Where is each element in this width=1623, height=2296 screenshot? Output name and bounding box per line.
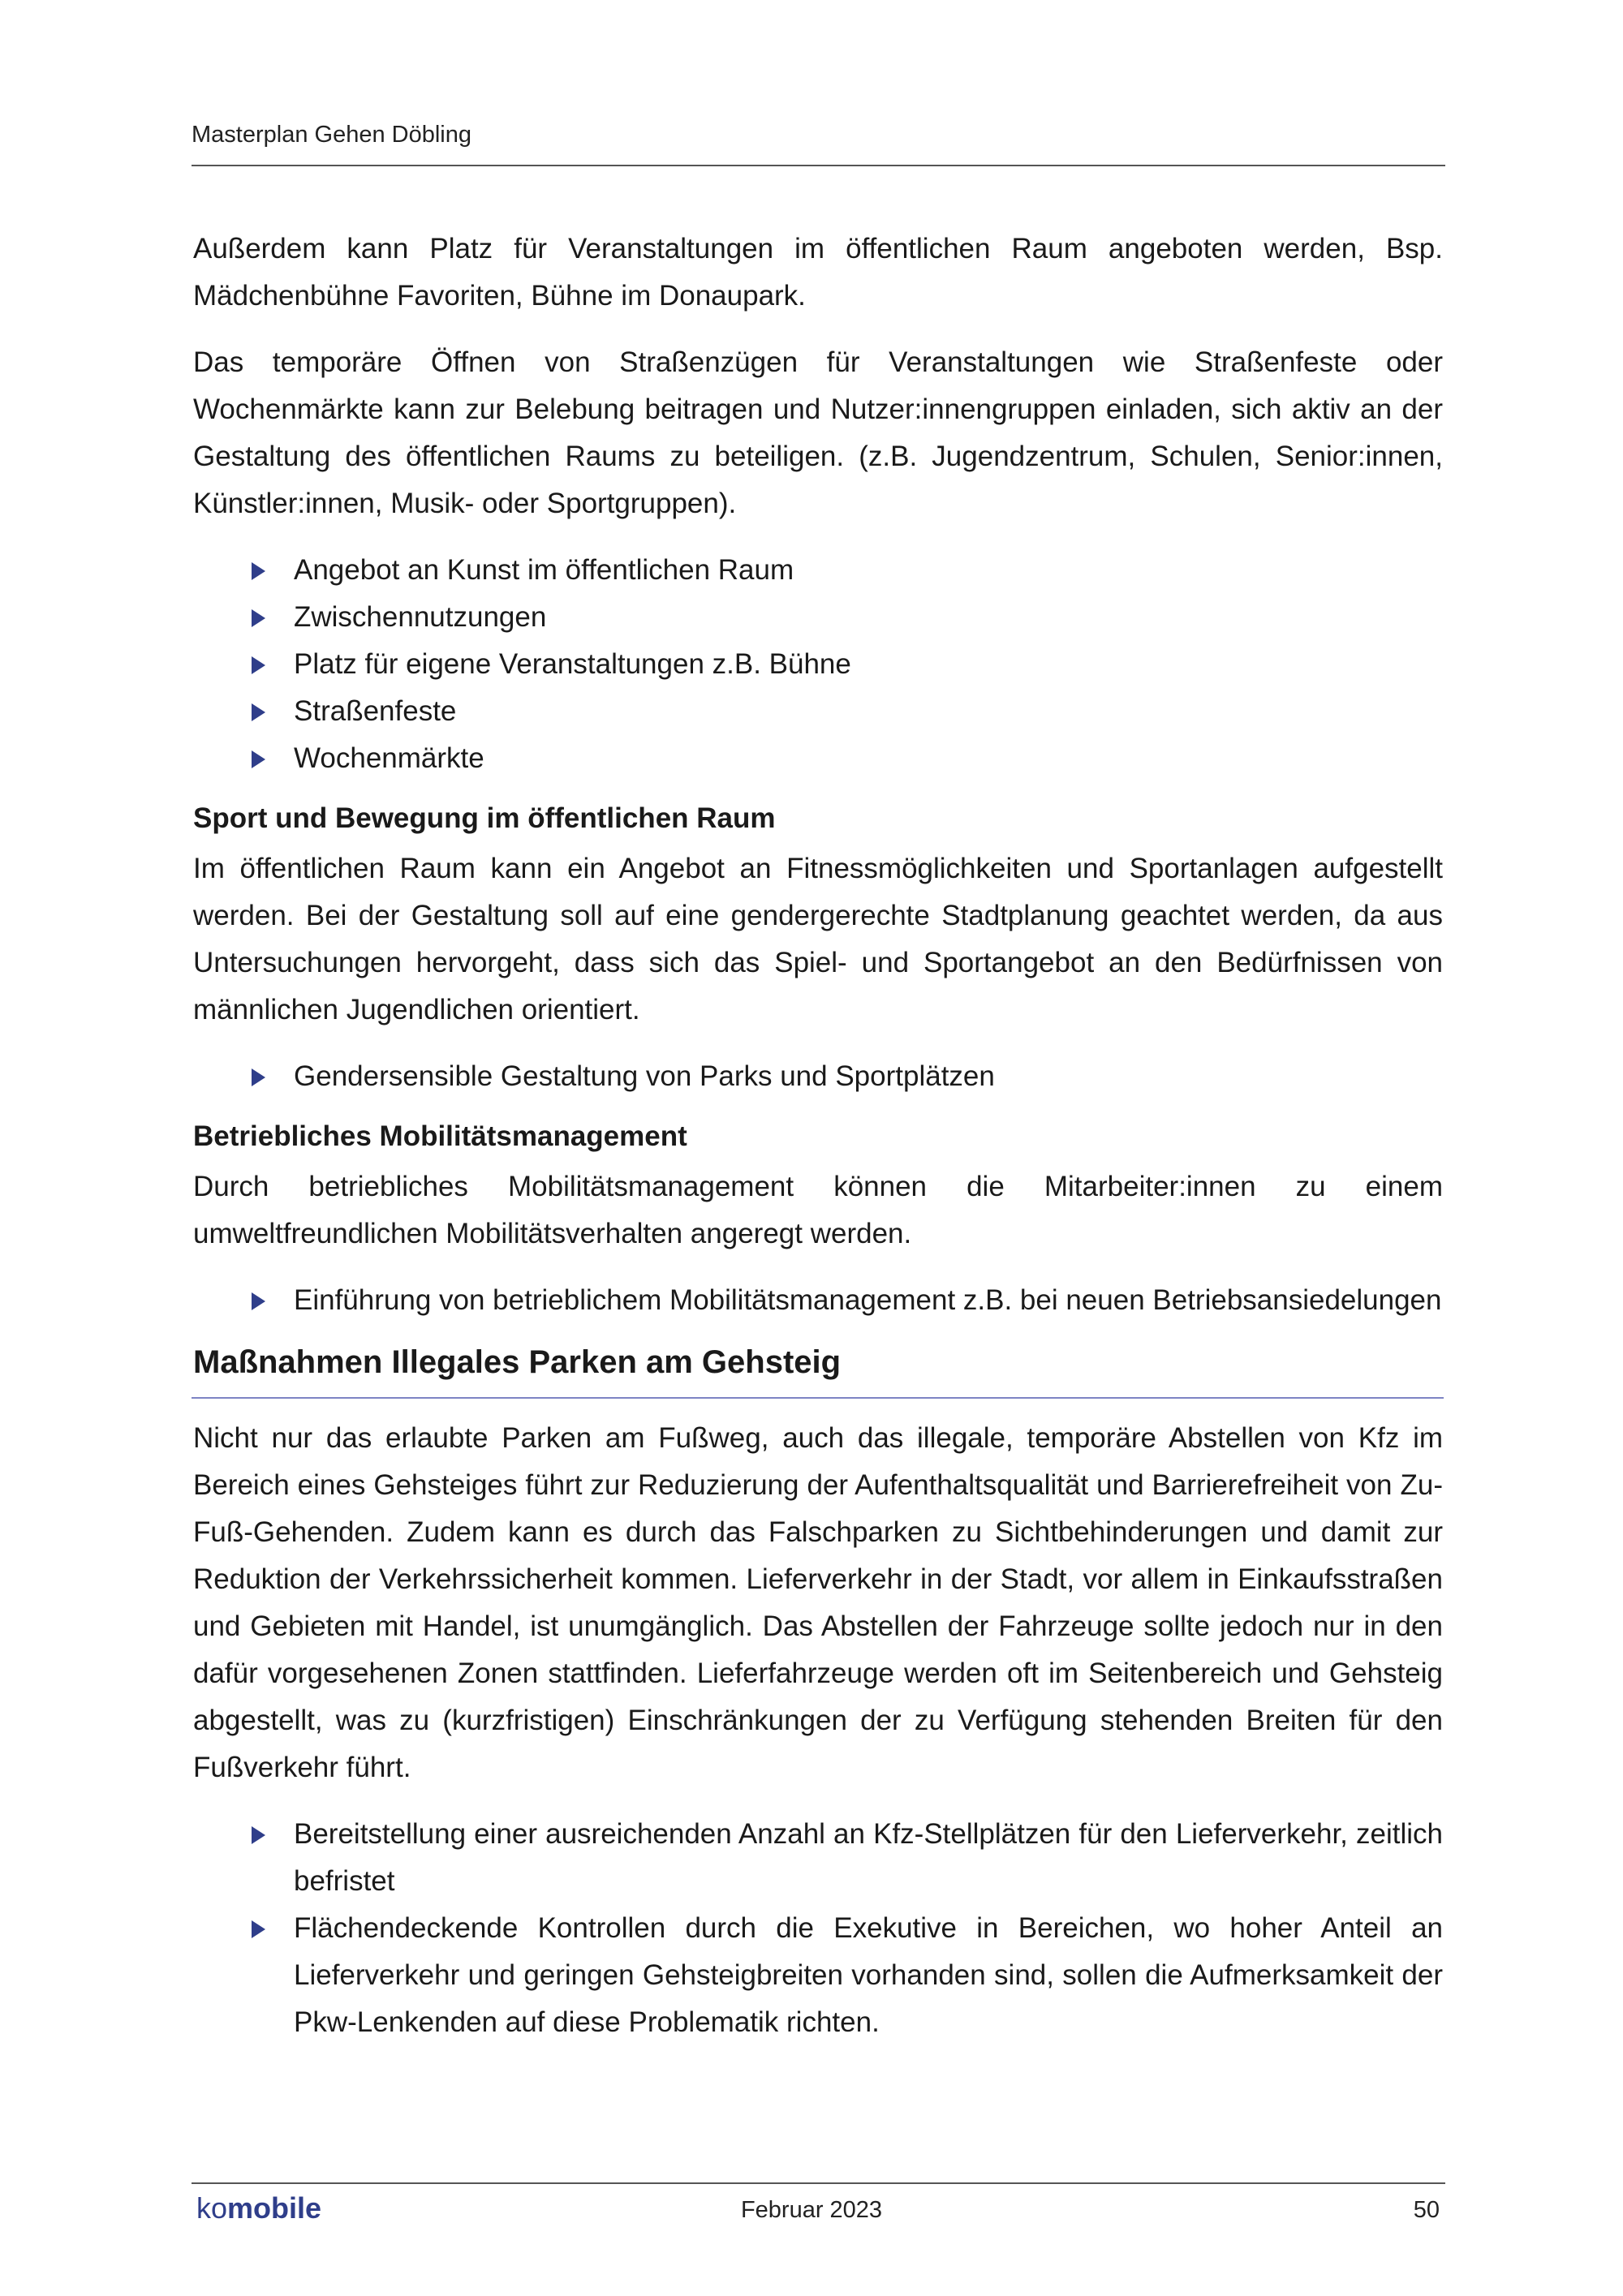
header-divider — [192, 165, 1445, 166]
paragraph-street-opening: Das temporäre Öffnen von Straßenzügen für Veranstaltungen wie Straßenfeste oder Wochenmärkte kann zur Belebung beitragen und Nutzer:innengruppen einladen, sich aktiv an der Gestaltung des öffentlichen Raums zu beteiligen. (z.B. Jugendzentrum, Schulen, Senior:innen, Künstler:innen, Musik- oder Sportgruppen). — [193, 346, 1443, 519]
bullet-list-mobility — [193, 1277, 1443, 1324]
list-item: Bereitstellung einer ausreichenden Anzahl an Kfz-Stellplätzen für den Lieferverkehr, zeitlich befristet — [193, 1811, 1443, 1905]
list-item: Flächendeckende Kontrollen durch die Exekutive in Bereichen, wo hoher Anteil an Lieferverkehr und geringen Gehsteigbreiten vorhanden sind, sollen die Aufmerksamkeit der Pkw-Lenkenden auf diese Problematik richten. — [193, 1905, 1443, 2046]
list-item: Straßenfeste — [193, 688, 1443, 735]
footer-date: Februar 2023 — [740, 2197, 883, 2223]
triangle-bullet-icon — [252, 1068, 265, 1086]
triangle-bullet-icon — [252, 609, 265, 627]
list-item: Einführung von betrieblichem Mobilitätsmanagement z.B. bei neuen Betriebsansiedelungen — [193, 1277, 1443, 1324]
bullet-list-events — [193, 547, 1443, 782]
paragraph-parking: Nicht nur das erlaubte Parken am Fußweg, auch das illegale, temporäre Abstellen von Kfz im Bereich eines Gehsteiges führt zur Reduzierung der Aufenthaltsqualität und Barrierefreiheit von Zu-Fuß-Gehenden. Zudem kann es durch das Falschparken zu Sichtbehinderungen und damit zur Reduktion der Verkehrssicherheit kommen. Lieferverkehr in der Stadt, vor allem in Einkaufsstraßen und Gebieten mit Handel, ist unumgänglich. Das Abstellen der Fahrzeuge sollte jedoch nur in den dafür vorgesehenen Zonen stattfinden. Lieferfahrzeuge werden oft im Seitenbereich und Gehsteig abgestellt, was zu (kurzfristigen) Einschränkungen der zu Verfügung stehenden Breiten für den Fußverkehr führt. — [193, 1422, 1443, 1783]
list-item: Angebot an Kunst im öffentlichen Raum — [193, 547, 1443, 594]
list-item: Gendersensible Gestaltung von Parks und Sportplätzen — [193, 1053, 1443, 1100]
bullet-list-parking — [193, 1811, 1443, 2046]
triangle-bullet-icon — [252, 703, 265, 721]
paragraph-sport: Im öffentlichen Raum kann ein Angebot an Fitnessmöglichkeiten und Sportanlagen aufgestellt werden. Bei der Gestaltung soll auf eine gendergerechte Stadtplanung geachtet werden, da aus Untersuchungen hervorgeht, dass sich das Spiel- und Sportangebot an den Bedürfnissen von männlichen Jugendlichen orientiert. — [193, 853, 1443, 1025]
heading-mobility: Betriebliches Mobilitätsmanagement — [193, 1120, 687, 1152]
list-item: Wochenmärkte — [193, 735, 1443, 782]
triangle-bullet-icon — [252, 1920, 265, 1938]
footer-divider — [192, 2182, 1445, 2184]
triangle-bullet-icon — [252, 656, 265, 674]
list-item: Zwischennutzungen — [193, 594, 1443, 641]
page-content — [193, 226, 1443, 2059]
triangle-bullet-icon — [252, 1292, 265, 1310]
page-number: 50 — [1413, 2197, 1440, 2223]
triangle-bullet-icon — [252, 1826, 265, 1844]
list-item: Platz für eigene Veranstaltungen z.B. Bühne — [193, 641, 1443, 688]
paragraph-events: Außerdem kann Platz für Veranstaltungen im öffentlichen Raum angeboten werden, Bsp. Mädchenbühne Favoriten, Bühne im Donaupark. — [193, 233, 1443, 312]
heading-parking: Maßnahmen Illegales Parken am Gehsteig — [193, 1344, 842, 1380]
triangle-bullet-icon — [252, 562, 265, 580]
section-divider — [192, 1397, 1444, 1399]
page-header-title: Masterplan Gehen Döbling — [192, 122, 471, 148]
triangle-bullet-icon — [252, 750, 265, 768]
bullet-list-sport — [193, 1053, 1443, 1100]
paragraph-mobility: Durch betriebliches Mobilitätsmanagement können die Mitarbeiter:innen zu einem umweltfreundlichen Mobilitätsverhalten angeregt werden. — [193, 1171, 1443, 1249]
heading-sport: Sport und Bewegung im öffentlichen Raum — [193, 802, 776, 834]
komobile-logo: komobile — [196, 2191, 322, 2225]
